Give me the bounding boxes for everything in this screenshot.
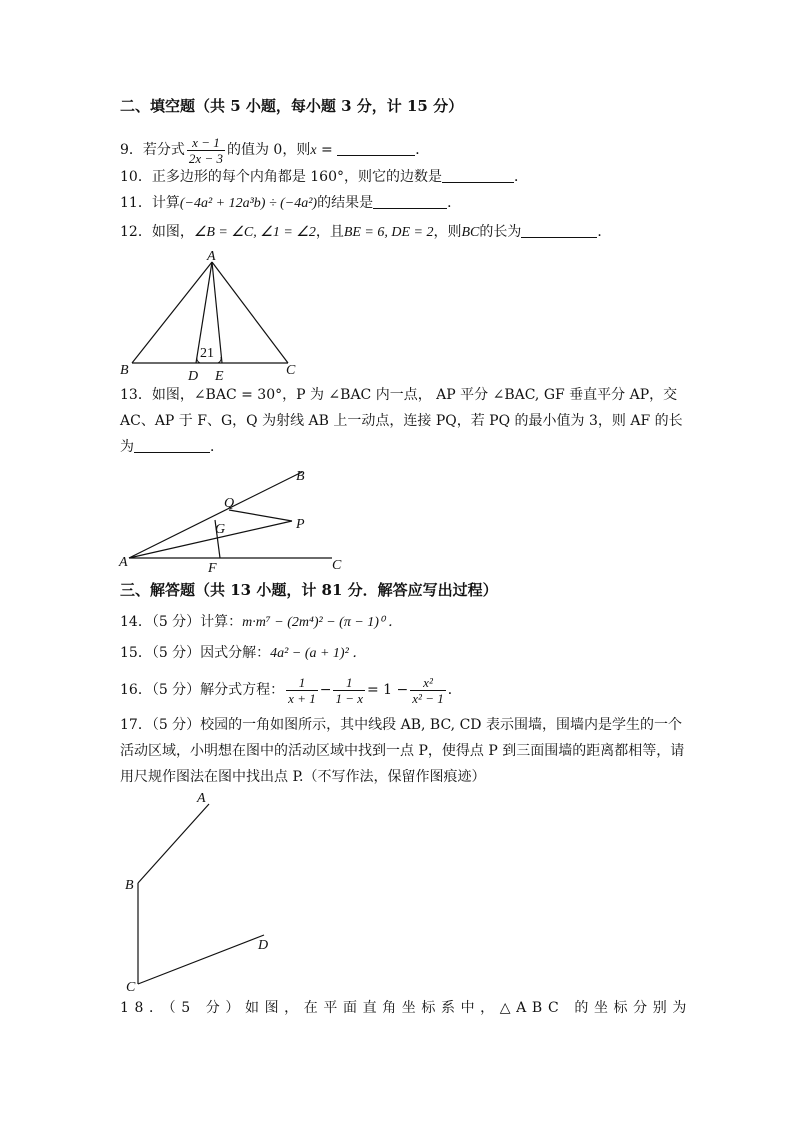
q13-prefix: 为 (120, 439, 134, 455)
q10-end: ． (514, 169, 528, 185)
q16-f3-den: x² − 1 (412, 690, 444, 706)
fig12-angle-labels: 21 (200, 346, 214, 361)
q12-mid: ，且 (315, 224, 344, 240)
q16-f1-num: 1 (298, 674, 306, 690)
question-17-line-2: 活动区域，小明想在图中的活动区域中找到一点 P，使得点 P 到三面围墙的距离都相等，请 (120, 743, 685, 759)
q16-fraction-1 (286, 675, 318, 706)
fig12-label-e: E (215, 369, 224, 384)
q9-middle: 的值为 0，则 (226, 142, 311, 158)
q9-numerator: x − 1 (192, 134, 220, 150)
q16-equals: = 1 − (367, 682, 409, 698)
fig17-label-a: A (197, 791, 206, 806)
q14-expression: m·m⁷ − (2m⁴)² − (π − 1)⁰ ． (242, 615, 403, 630)
q12-prefix: 12．如图， (120, 224, 194, 240)
q16-f1-den: x + 1 (288, 690, 316, 706)
q9-var: x (310, 143, 317, 158)
q13-end: ． (210, 439, 224, 455)
question-13-line-3 (120, 437, 224, 457)
q12-expression: ∠B = ∠C, ∠1 = ∠2 (193, 225, 316, 240)
q16-f3-num: x² (423, 674, 433, 690)
question-13-line-2: AC、AP 于 F、G，Q 为射线 AB 上一动点，连接 PQ，若 PQ 的最小值为 3，则 AF 的长 (120, 413, 683, 429)
question-10 (120, 167, 528, 187)
question-17-line-1: 17．（5 分）校园的一角如图所示，其中线段 AB, BC, CD 表示围墙，围墙内是学生的一个 (120, 717, 682, 733)
q12-var: BC (461, 225, 480, 240)
q16-f2-den: 1 − x (335, 690, 363, 706)
question-13-line-1: 13．如图，∠BAC = 30°，P 为 ∠BAC 内一点， AP 平分 ∠BAC, GF 垂直平分 AP，交 (120, 387, 678, 403)
q16-fraction-2 (333, 675, 365, 706)
q12-end: ． (597, 224, 612, 240)
q11-prefix: 11．计算 (120, 195, 180, 211)
q11-suffix: 的结果是 (317, 195, 374, 211)
q12-answer-blank[interactable] (521, 223, 597, 238)
question-15 (120, 643, 366, 664)
fig13-label-g: G (215, 522, 226, 537)
section-3-title: 三、解答题（共 13 小题，计 81 分．解答应写出过程） (120, 581, 498, 599)
fig17-label-c: C (126, 980, 136, 993)
section-2-title: 二、填空题（共 5 小题，每小题 3 分，计 15 分） (120, 97, 464, 115)
fig13-label-a: A (119, 555, 128, 570)
fig17-label-d: D (258, 938, 269, 953)
q16-end: ． (447, 682, 462, 698)
q11-expression: (−4a² + 12a³b) ÷ (−4a²) (179, 196, 318, 211)
q15-text: 15．（5 分）因式分解： (120, 645, 271, 661)
fig12-label-c: C (286, 363, 296, 378)
q16-f2-num: 1 (345, 674, 353, 690)
fig13-label-q: Q (224, 496, 235, 511)
q9-end: ． (415, 142, 430, 158)
q10-text: 10．正多边形的每个内角都是 160°，则它的边数是 (120, 169, 442, 185)
question-16 (120, 672, 462, 708)
fig13-label-p: P (296, 517, 305, 532)
q12-suffix: ，则 (433, 224, 462, 240)
q9-eq: = (316, 142, 338, 158)
q10-answer-blank[interactable] (442, 168, 514, 183)
q14-text: 14．（5 分）计算： (120, 614, 243, 630)
fig13-label-f: F (208, 561, 217, 576)
q11-end: ． (447, 195, 462, 211)
q9-denominator: 2x − 3 (188, 150, 223, 166)
q9-answer-blank[interactable] (337, 141, 415, 156)
q16-text: 16．（5 分）解分式方程： (120, 682, 285, 698)
q16-minus: − (319, 682, 332, 698)
q15-expression: 4a² − (a + 1)² ． (270, 646, 367, 661)
question-18: 18．（5 分）如图，在平面直角坐标系中，△ABC 的坐标分别为 (120, 1000, 692, 1016)
fig17-label-b: B (125, 878, 134, 893)
q12-tail: 的长为 (479, 224, 522, 240)
figure-17-walls (116, 788, 286, 993)
q13-answer-blank[interactable] (134, 438, 210, 453)
q12-expression-2: BE = 6, DE = 2 (343, 225, 434, 240)
figure-12-triangle (116, 250, 316, 385)
q9-fraction (187, 135, 225, 166)
question-11 (120, 193, 461, 214)
fig12-label-d: D (188, 369, 199, 384)
q9-prefix: 9．若分式 (120, 142, 185, 158)
fig13-label-b: B (296, 469, 305, 484)
question-17-line-3: 用尺规作图法在图中找出点 P.（不写作法，保留作图痕迹） (120, 769, 486, 785)
q11-answer-blank[interactable] (373, 194, 447, 209)
fig12-label-b: B (120, 363, 129, 378)
question-14 (120, 612, 402, 633)
q16-fraction-3 (410, 675, 445, 706)
fig12-label-a: A (207, 250, 216, 264)
question-12 (120, 222, 611, 243)
figure-13-angle (116, 462, 356, 578)
fig13-label-c: C (332, 558, 342, 573)
question-9 (120, 132, 429, 169)
